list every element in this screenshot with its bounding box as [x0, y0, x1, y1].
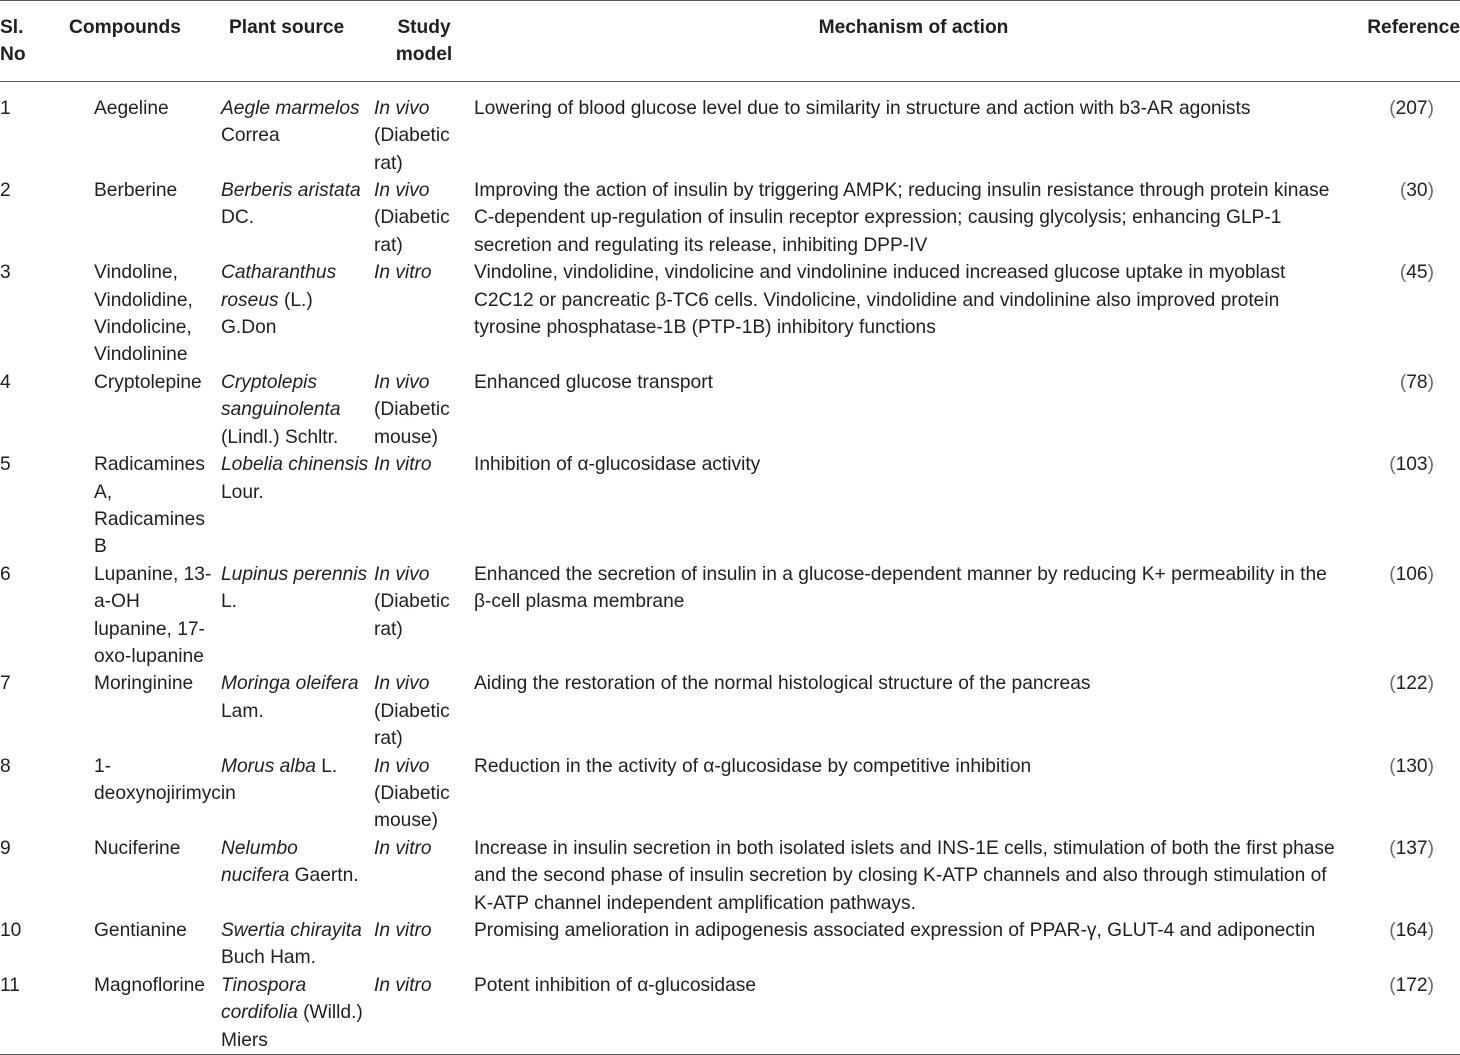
cell-plant-source — [221, 753, 374, 835]
cell-study-model — [374, 561, 474, 671]
cell-study-model — [374, 835, 474, 917]
plant-species: Nelumbo nucifera — [221, 837, 298, 887]
cell-study-model — [374, 81, 474, 177]
cell-study-model — [374, 451, 474, 561]
cell-sl-no: 8 — [0, 755, 11, 777]
table-row — [0, 259, 1460, 369]
table-row — [0, 670, 1460, 752]
cell-plant-source — [221, 451, 374, 561]
table-row — [0, 972, 1460, 1055]
cell-compounds: Moringinine — [94, 673, 194, 695]
reference-link[interactable]: 78 — [1406, 371, 1428, 393]
study-subject: (Diabetic rat) — [374, 700, 450, 750]
cell-mechanism: Increase in insulin secretion in both isolated islets and INS-1E cells, stimulation of both the first phase and the second phase of insulin secretion by closing K-ATP channels and also through stimulation of K-ATP channel independent amplification pathways. — [474, 837, 1335, 914]
cell-reference: (103) — [1389, 454, 1434, 476]
header-compounds: Compounds — [69, 17, 181, 38]
plant-species: Lobelia chinensis — [221, 454, 369, 476]
cell-study-model — [374, 259, 474, 369]
cell-study-model — [374, 177, 474, 259]
cell-study-model — [374, 972, 474, 1055]
cell-compounds: Radicamines A, Radicamines B — [94, 454, 205, 558]
cell-study-model — [374, 917, 474, 972]
cell-compounds: 1-deoxynojirimycin — [94, 755, 236, 804]
plant-species: Catharanthus roseus — [221, 262, 337, 311]
study-subject: (Diabetic mouse) — [374, 782, 450, 832]
study-type: In vivo — [374, 97, 430, 119]
study-type: In vivo — [374, 673, 430, 695]
cell-sl-no: 10 — [0, 920, 22, 941]
study-type: In vitro — [374, 454, 432, 476]
cell-mechanism: Improving the action of insulin by triggering AMPK; reducing insulin resistance through protein kinase C-dependent up-regulation of insulin receptor expression; causing glycolysis; enhancing GLP-1 secretion and regulating its release, inhibiting DPP-IV — [474, 180, 1330, 256]
plant-authority: L. — [221, 591, 238, 613]
cell-mechanism: Lowering of blood glucose level due to similarity in structure and action with b3-AR agonists — [474, 97, 1251, 119]
reference-link[interactable]: 103 — [1395, 454, 1428, 476]
table-row — [0, 835, 1460, 917]
reference-link[interactable]: 130 — [1395, 755, 1428, 777]
header-study-model: Study model — [395, 17, 453, 66]
cell-reference: (78) — [1399, 371, 1434, 393]
cell-compounds: Vindoline, Vindolidine, Vindolicine, Vindolinine — [94, 262, 193, 366]
cell-reference: (45) — [1399, 262, 1434, 284]
cell-reference: (207) — [1389, 97, 1434, 119]
cell-reference: (164) — [1389, 920, 1434, 941]
table-row — [0, 451, 1460, 561]
cell-mechanism: Potent inhibition of α-glucosidase — [474, 974, 757, 996]
reference-link[interactable]: 106 — [1395, 563, 1428, 585]
cell-compounds: Magnoflorine — [94, 974, 205, 996]
cell-mechanism: Reduction in the activity of α-glucosidase by competitive inhibition — [474, 755, 1032, 777]
plant-species: Aegle marmelos — [221, 97, 360, 119]
study-type: In vivo — [374, 563, 430, 585]
cell-reference: (30) — [1399, 180, 1434, 202]
plant-species: Cryptolepis sanguinolenta — [221, 371, 341, 421]
study-type: In vivo — [374, 180, 430, 202]
header-reference: Reference — [1367, 17, 1460, 38]
cell-compounds: Cryptolepine — [94, 371, 202, 393]
plant-species: Tinospora cordifolia — [221, 974, 307, 1024]
table-row — [0, 81, 1460, 177]
cell-sl-no: 2 — [0, 180, 11, 202]
study-subject: (Diabetic rat) — [374, 207, 450, 256]
cell-mechanism: Vindoline, vindolidine, vindolicine and vindolinine induced increased glucose uptake in myoblast C2C12 or pancreatic β-TC6 cells. Vindolicine, vindolidine and vindolinine also improved protein tyrosine phosphatase-1B (PTP-1B) inhibitory functions — [474, 262, 1286, 339]
study-subject: (Diabetic rat) — [374, 591, 450, 640]
cell-sl-no: 9 — [0, 837, 11, 859]
table-header — [0, 1, 1460, 82]
plant-authority: Correa — [221, 125, 280, 147]
header-sl-no: Sl. No — [0, 17, 26, 66]
study-subject: (Diabetic mouse) — [374, 399, 450, 448]
cell-mechanism: Aiding the restoration of the normal histological structure of the pancreas — [474, 673, 1091, 695]
cell-reference: (137) — [1389, 837, 1434, 859]
cell-reference: (122) — [1389, 673, 1434, 695]
reference-link[interactable]: 45 — [1406, 262, 1428, 284]
plant-authority: Lour. — [221, 481, 264, 503]
plant-species: Lupinus perennis — [221, 563, 368, 585]
plant-authority: Lam. — [221, 700, 264, 722]
cell-sl-no: 6 — [0, 563, 11, 585]
cell-mechanism: Enhanced glucose transport — [474, 371, 713, 393]
reference-link[interactable]: 207 — [1395, 97, 1428, 119]
cell-plant-source — [221, 177, 374, 259]
cell-reference: (172) — [1389, 974, 1434, 996]
cell-sl-no: 3 — [0, 262, 11, 284]
plant-authority: Gaertn. — [294, 865, 359, 887]
plant-species: Swertia chirayita — [221, 920, 362, 941]
plant-species: Berberis aristata — [221, 180, 361, 202]
cell-plant-source — [221, 81, 374, 177]
cell-mechanism: Inhibition of α-glucosidase activity — [474, 454, 761, 476]
study-type: In vivo — [374, 755, 430, 777]
plant-authority: (Lindl.) Schltr. — [221, 426, 339, 448]
cell-sl-no: 7 — [0, 673, 11, 695]
study-type: In vitro — [374, 974, 432, 996]
header-plant-source: Plant source — [229, 17, 345, 38]
reference-link[interactable]: 30 — [1406, 180, 1428, 202]
cell-compounds: Nuciferine — [94, 837, 181, 859]
cell-study-model — [374, 369, 474, 451]
cell-plant-source — [221, 259, 374, 369]
study-type: In vitro — [374, 262, 432, 284]
table-row — [0, 917, 1460, 972]
cell-plant-source — [221, 835, 374, 917]
cell-compounds: Berberine — [94, 180, 178, 202]
plant-authority: Buch Ham. — [221, 947, 316, 969]
cell-plant-source — [221, 561, 374, 671]
table-row — [0, 177, 1460, 259]
cell-mechanism: Promising amelioration in adipogenesis associated expression of PPAR-γ, GLUT-4 and adiponectin — [474, 920, 1316, 941]
cell-study-model — [374, 753, 474, 835]
table-body — [0, 81, 1460, 1054]
table-row — [0, 369, 1460, 451]
cell-sl-no: 4 — [0, 371, 11, 393]
cell-compounds: Aegeline — [94, 97, 169, 119]
cell-plant-source — [221, 972, 374, 1055]
cell-sl-no: 5 — [0, 454, 11, 476]
cell-plant-source — [221, 670, 374, 752]
plant-species: Moringa oleifera — [221, 673, 359, 695]
study-subject: (Diabetic rat) — [374, 125, 450, 174]
cell-mechanism: Enhanced the secretion of insulin in a glucose-dependent manner by reducing K+ permeability in the β-cell plasma membrane — [474, 563, 1327, 613]
cell-compounds: Lupanine, 13-a-OH lupanine, 17-oxo-lupanine — [94, 563, 212, 667]
reference-link[interactable]: 164 — [1395, 920, 1428, 941]
cell-reference: (130) — [1389, 755, 1434, 777]
cell-plant-source — [221, 369, 374, 451]
cell-compounds: Gentianine — [94, 920, 187, 941]
study-type: In vitro — [374, 920, 432, 941]
plant-authority: L. — [321, 755, 338, 777]
plant-authority: DC. — [221, 207, 255, 229]
plant-species: Morus alba — [221, 755, 316, 777]
table-row — [0, 561, 1460, 671]
reference-link[interactable]: 122 — [1395, 673, 1428, 695]
study-type: In vivo — [374, 371, 430, 393]
table-row — [0, 753, 1460, 835]
cell-plant-source — [221, 917, 374, 972]
cell-reference: (106) — [1389, 563, 1434, 585]
reference-link[interactable]: 172 — [1395, 974, 1428, 996]
study-type: In vitro — [374, 837, 432, 859]
cell-sl-no: 11 — [0, 974, 20, 996]
cell-study-model — [374, 670, 474, 752]
plant-authority: (L.) G.Don — [221, 289, 313, 339]
plant-authority: (Willd.) Miers — [221, 1002, 363, 1051]
header-mechanism: Mechanism of action — [818, 17, 1009, 38]
cell-sl-no: 1 — [0, 97, 11, 119]
reference-link[interactable]: 137 — [1395, 837, 1428, 859]
